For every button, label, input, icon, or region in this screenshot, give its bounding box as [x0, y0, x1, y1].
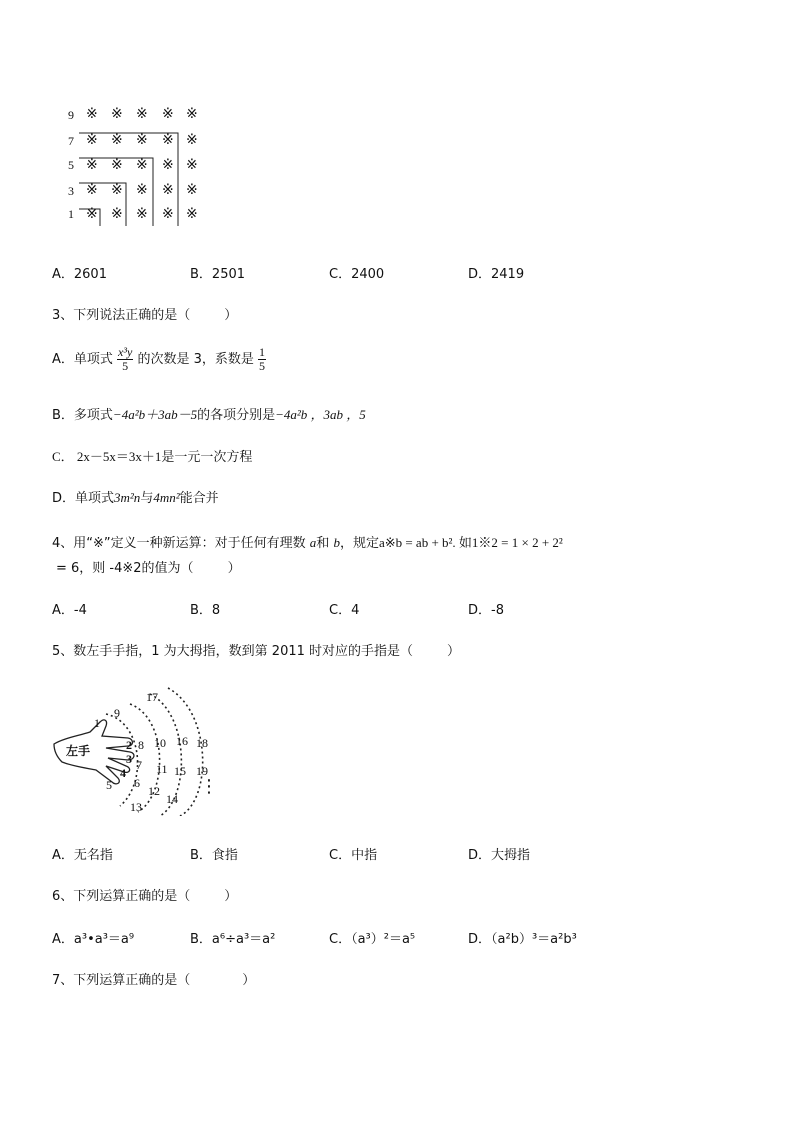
- hand-number: 9: [114, 706, 120, 720]
- q2-option-b: B．2501: [190, 267, 246, 282]
- q3-stem: [52, 304, 237, 323]
- hand-number: 1: [94, 716, 100, 730]
- grid-symbol: ※: [136, 106, 148, 122]
- row-label: 7: [68, 134, 74, 148]
- grid-figure: [64, 104, 214, 230]
- q6-option-d: D．（a²b）³＝a²b³: [468, 932, 577, 947]
- q6-close: ）: [224, 889, 238, 904]
- hand-number: 10: [154, 736, 166, 750]
- q7-stem: [52, 969, 255, 988]
- q4-close: ）: [227, 561, 241, 576]
- q4-line1: [52, 532, 563, 551]
- hand-number: 2: [126, 738, 132, 752]
- grid-symbol: ※: [86, 132, 98, 148]
- continuation-dots: ⋮: [200, 776, 218, 797]
- q3-d-prefix: D．单项式: [52, 491, 115, 506]
- q3-d-mid: 与: [140, 491, 154, 506]
- row-label: 1: [68, 207, 74, 221]
- grid-symbol: ※: [136, 206, 148, 222]
- q5-stem-text: 5、数左手手指，1 为大拇指，数到第 2011 时对应的手指是（: [52, 644, 414, 659]
- hand-number: 13: [130, 800, 142, 814]
- q4-option-d: D．-8: [468, 603, 504, 618]
- q4-line2-text: = 6，则 -4※2的值为（: [56, 561, 194, 576]
- q3-b-terms: −4a²b ，3ab ，5: [275, 407, 366, 422]
- q3-d-expr2: 4mn²: [153, 490, 180, 505]
- q6-stem: [52, 885, 237, 904]
- row-label: 3: [68, 184, 74, 198]
- q3-c-tail: 是一元一次方程: [161, 450, 253, 465]
- q3-d-tail: 能合并: [179, 491, 219, 506]
- hand-number: 3: [126, 752, 132, 766]
- q5-option-c: C．中指: [329, 848, 378, 863]
- q4-line2: [56, 557, 241, 576]
- hand-number: 17: [146, 690, 158, 704]
- hand-number: 15: [174, 764, 186, 778]
- grid-symbol: ※: [111, 132, 123, 148]
- hand-number: 18: [196, 736, 208, 750]
- q3-a-prefix: A．单项式: [52, 352, 113, 367]
- q5-close: ）: [447, 644, 461, 659]
- grid-symbol: ※: [162, 206, 174, 222]
- grid-symbol: ※: [186, 182, 198, 198]
- q4-line1-text: 4、用“※”定义一种新运算：对于任何有理数: [52, 536, 306, 551]
- q3-stem-close: ）: [224, 308, 238, 323]
- q3-c-expression: C． 2x－5x＝3x＋1: [52, 449, 162, 464]
- q6-stem-text: 6、下列运算正确的是（: [52, 889, 191, 904]
- q2-option-a: A．2601: [52, 267, 107, 282]
- grid-symbol: ※: [162, 182, 174, 198]
- hand-number: 11: [156, 762, 168, 776]
- q5-option-a: A．无名指: [52, 848, 113, 863]
- q7-stem-text: 7、下列运算正确的是（: [52, 973, 191, 988]
- fraction-numerator: 1: [258, 345, 265, 359]
- grid-symbol: ※: [111, 106, 123, 122]
- hand-number: 16: [176, 734, 188, 748]
- q5-option-b: B．食指: [190, 848, 238, 863]
- grid-symbol: ※: [111, 157, 123, 173]
- q4-option-b: B．8: [190, 603, 221, 618]
- fraction-numerator: x³y: [118, 345, 133, 359]
- q3-option-c: [52, 446, 252, 465]
- hand-number: 19: [196, 764, 208, 778]
- hand-number: 5: [106, 778, 112, 792]
- q6-option-b: B．a⁶÷a³＝a²: [190, 932, 276, 947]
- hand-number: 8: [138, 738, 144, 752]
- q4-var-b: b: [333, 535, 340, 550]
- grid-symbol: ※: [136, 132, 148, 148]
- grid-symbol: ※: [162, 132, 174, 148]
- q3-b-mid: 的各项分别是: [197, 408, 276, 423]
- grid-symbol: ※: [162, 157, 174, 173]
- row-label: 5: [68, 158, 74, 172]
- grid-symbol: ※: [186, 132, 198, 148]
- q3-option-a: [52, 346, 266, 373]
- grid-symbol: ※: [186, 106, 198, 122]
- q3-option-b: [52, 404, 366, 423]
- q4-and: 和: [316, 536, 330, 551]
- q3-b-expression: −4a²b＋3ab－5: [112, 407, 198, 422]
- q4-var-a: a: [309, 535, 317, 550]
- hand-number: 6: [134, 776, 140, 790]
- grid-symbol: ※: [136, 182, 148, 198]
- hand-number: 12: [148, 784, 160, 798]
- grid-symbol: ※: [111, 206, 123, 222]
- hand-number: 7: [136, 758, 142, 772]
- hand-number: 4: [120, 766, 126, 780]
- hand-number: 14: [166, 792, 178, 806]
- q3-a-fraction: [117, 346, 133, 373]
- q3-stem-text: 3、下列说法正确的是（: [52, 308, 191, 323]
- q4-rule: ，规定a※b = ab + b². 如1※2 = 1 × 2 + 2²: [339, 535, 563, 550]
- grid-symbol: ※: [186, 206, 198, 222]
- grid-symbol: ※: [86, 206, 98, 222]
- q3-b-prefix: B．多项式: [52, 408, 113, 423]
- q7-close: ）: [242, 973, 256, 988]
- q2-option-c: C．2400: [329, 267, 385, 282]
- grid-symbol: ※: [86, 157, 98, 173]
- q3-option-d: [52, 487, 219, 506]
- q3-d-expr1: 3m²n: [114, 490, 141, 505]
- q6-option-a: A．a³•a³＝a⁹: [52, 932, 135, 947]
- hand-label: 左手: [66, 744, 91, 758]
- grid-symbol: ※: [186, 157, 198, 173]
- q2-option-d: D．2419: [468, 267, 525, 282]
- q4-option-c: C．4: [329, 603, 360, 618]
- row-label: 9: [68, 108, 74, 122]
- q6-option-c: C．（a³）²＝a⁵: [329, 932, 416, 947]
- grid-symbol: ※: [86, 106, 98, 122]
- grid-symbol: ※: [136, 157, 148, 173]
- q4-option-a: A．-4: [52, 603, 87, 618]
- q3-a-mid: 的次数是 3，系数是: [137, 352, 254, 367]
- hand-figure: [50, 686, 220, 816]
- fraction-denominator: 5: [258, 359, 265, 373]
- grid-symbol: ※: [86, 182, 98, 198]
- q5-stem: [52, 640, 460, 659]
- q5-option-d: D．大拇指: [468, 848, 531, 863]
- q3-a-coefficient-fraction: [258, 346, 266, 373]
- grid-symbol: ※: [162, 106, 174, 122]
- grid-symbol: ※: [111, 182, 123, 198]
- fraction-denominator: 5: [122, 359, 129, 373]
